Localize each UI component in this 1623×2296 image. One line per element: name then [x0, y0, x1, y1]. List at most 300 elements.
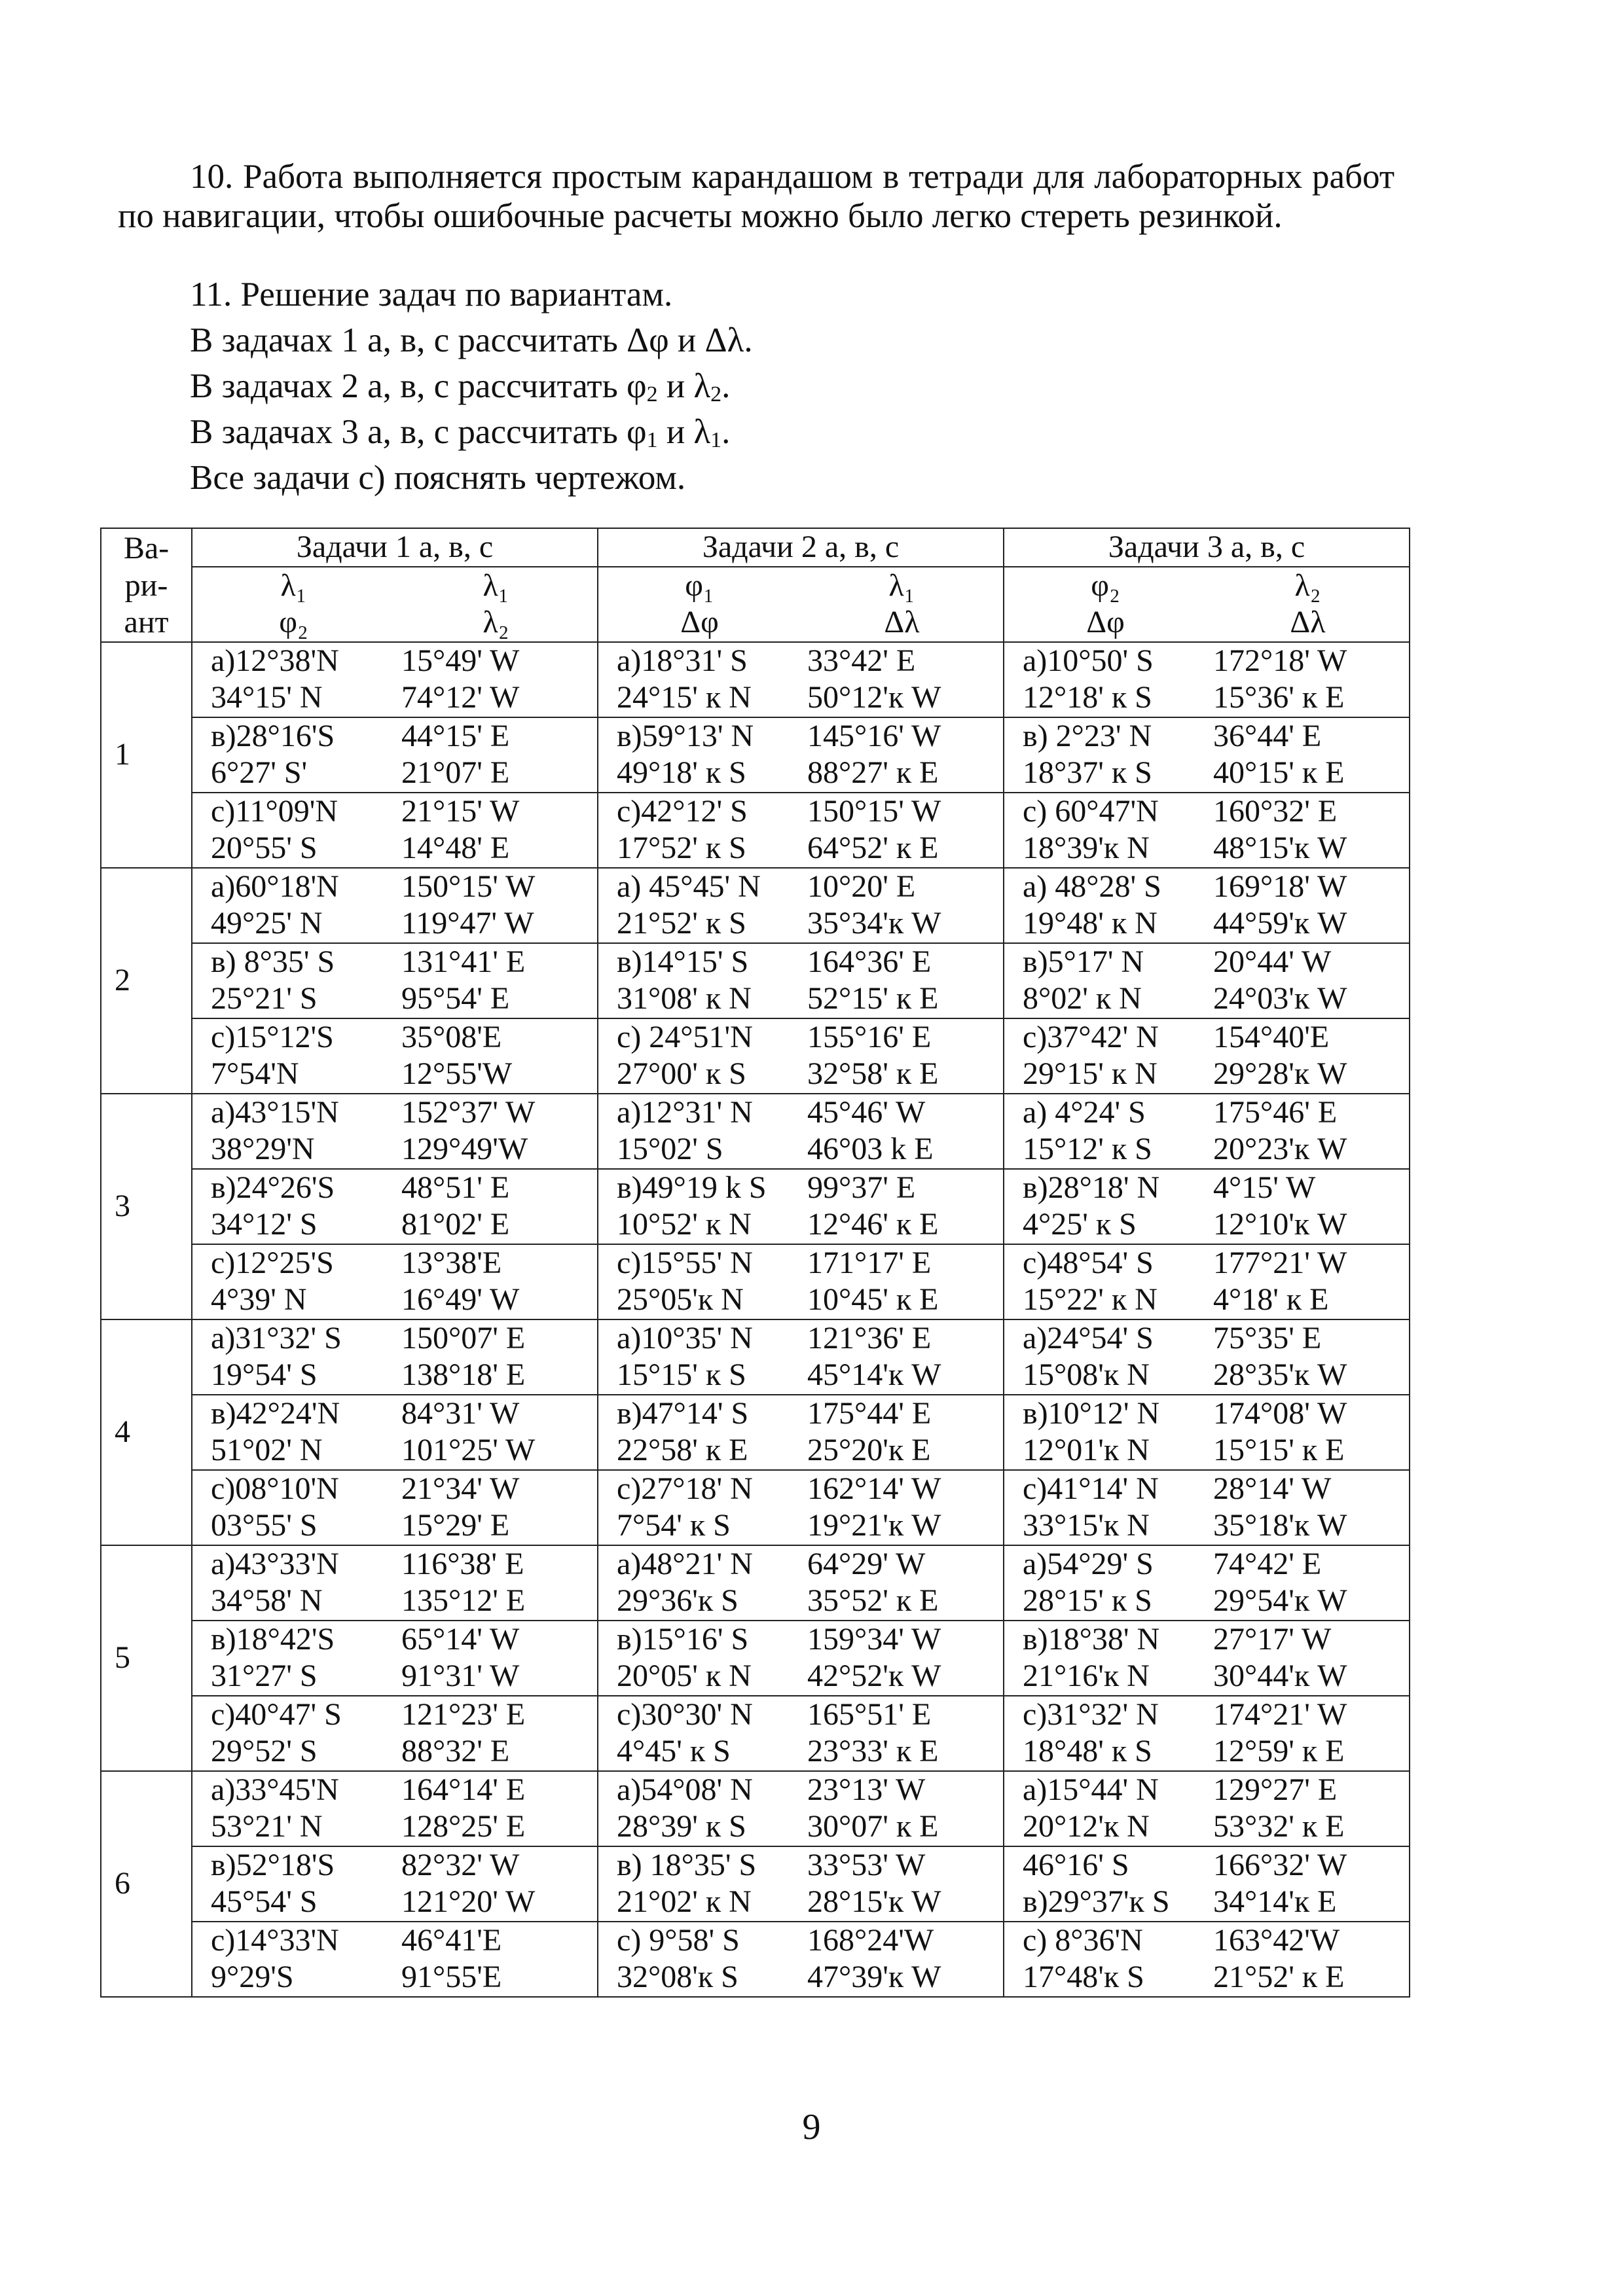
coordinate-pair — [1004, 1206, 1409, 1244]
coordinate-value: 150°07' E — [401, 1320, 526, 1355]
coordinate-value: 18°37' к S — [1023, 755, 1152, 790]
subheader-cell — [192, 567, 598, 642]
coordinate-value: 29°36'к S — [617, 1583, 739, 1618]
coordinate-pair — [598, 1282, 1003, 1319]
coordinate-value: 42°52'к W — [807, 1659, 941, 1693]
coordinate-value: а)31°32' S — [211, 1320, 342, 1355]
coordinate-value: 9°29'S — [211, 1960, 294, 1994]
coordinate-value: 28°15' к S — [1023, 1583, 1152, 1618]
variants-table — [100, 528, 1410, 1998]
coordinate-value: 45°46' W — [807, 1094, 926, 1130]
table-row — [101, 1470, 1410, 1545]
coordinate-value: 53°21' N — [211, 1809, 323, 1844]
coordinate-pair — [598, 905, 1003, 942]
coordinate-value: 03°55' S — [211, 1508, 318, 1543]
coordinate-pair — [192, 1696, 597, 1734]
coordinate-value: 51°02' N — [211, 1433, 323, 1467]
coordinate-value: 20°23'к W — [1213, 1132, 1347, 1166]
coordinate-pair — [1004, 1583, 1409, 1620]
coordinate-value: с)31°32' N — [1023, 1696, 1159, 1732]
subheader-label: Δφ — [680, 605, 719, 639]
page-number: 9 — [802, 2107, 821, 2147]
coordinate-pair — [598, 1583, 1003, 1620]
task-cell — [1004, 1545, 1410, 1621]
coordinate-value: 47°39'к W — [807, 1960, 941, 1994]
table-row — [101, 943, 1410, 1018]
table-row — [101, 1771, 1410, 1846]
coordinate-value: в)5°17' N — [1023, 944, 1144, 979]
coordinate-value: в) 2°23' N — [1023, 718, 1152, 753]
task-cell — [1004, 943, 1410, 1018]
task-cell — [1004, 868, 1410, 943]
coordinate-value: 35°08'E — [401, 1019, 502, 1054]
coordinate-value: 49°25' N — [211, 906, 323, 941]
coordinate-value: в)49°19 k S — [617, 1170, 767, 1205]
coordinate-value: 21°16'к N — [1023, 1659, 1150, 1693]
coordinate-value: 15°22' к N — [1023, 1282, 1158, 1317]
task-cell — [1004, 1244, 1410, 1319]
coordinate-value: 21°52' к E — [1213, 1960, 1345, 1994]
coordinate-value: 24°03'к W — [1213, 981, 1347, 1016]
coordinate-value: с) 8°36'N — [1023, 1922, 1143, 1958]
coordinate-pair — [192, 1094, 597, 1132]
coordinate-value: 33°15'к N — [1023, 1508, 1150, 1543]
coordinate-value: 45°14'к W — [807, 1357, 941, 1392]
coordinate-value: 52°15' к E — [807, 981, 939, 1016]
variant-number: 6 — [101, 1771, 192, 1997]
coordinate-value: 168°24'W — [807, 1922, 934, 1958]
coordinate-value: 12°01'к N — [1023, 1433, 1150, 1467]
coordinate-pair — [192, 944, 597, 981]
coordinate-pair — [1004, 1019, 1409, 1056]
coordinate-value: в)28°16'S — [211, 718, 335, 753]
coordinate-value: 31°27' S — [211, 1659, 318, 1693]
coordinate-value: 46°03 k E — [807, 1132, 934, 1166]
coordinate-value: 162°14' W — [807, 1471, 941, 1506]
table-row — [101, 1244, 1410, 1319]
coordinate-value: 33°42' E — [807, 643, 916, 678]
coordinate-value: в)24°26'S — [211, 1170, 335, 1205]
subheader-cell — [598, 567, 1004, 642]
coordinate-value: 121°23' E — [401, 1696, 526, 1732]
coordinate-value: 177°21' W — [1213, 1245, 1347, 1280]
task-cell — [192, 1319, 598, 1395]
coordinate-pair — [192, 980, 597, 1018]
coordinate-pair — [192, 1245, 597, 1282]
coordinate-value: 29°28'к W — [1213, 1056, 1347, 1091]
subheader-label: Δλ — [1290, 605, 1326, 639]
coordinate-value: в) 18°35' S — [617, 1847, 757, 1882]
coordinate-value: в)15°16' S — [617, 1621, 749, 1657]
coordinate-value: 13°38'E — [401, 1245, 502, 1280]
coordinate-value: 20°55' S — [211, 831, 318, 865]
table-row — [101, 1018, 1410, 1094]
coordinate-value: 171°17' E — [807, 1245, 932, 1280]
coordinate-value: 18°39'к N — [1023, 831, 1150, 865]
task-cell — [598, 1771, 1004, 1846]
coordinate-pair — [598, 1245, 1003, 1282]
task-cell — [1004, 1169, 1410, 1244]
group-header: Задачи 2 а, в, с — [598, 528, 1004, 567]
coordinate-value: 95°54' E — [401, 981, 510, 1016]
coordinate-value: 101°25' W — [401, 1433, 536, 1467]
coordinate-value: 49°18' к S — [617, 755, 746, 790]
coordinate-value: 12°46' к E — [807, 1207, 939, 1242]
coordinate-value: 34°14'к E — [1213, 1884, 1337, 1919]
coordinate-value: в)52°18'S — [211, 1847, 335, 1882]
paragraph-10: 10. Работа выполняется простым карандашом в тетради для лабораторных работ по навигации, чтобы ошибочные расчеты можно было легко стереть резинкой. — [118, 158, 1395, 235]
coordinate-pair — [192, 1959, 597, 1996]
task-cell — [1004, 1846, 1410, 1922]
subheader-cell — [1004, 567, 1410, 642]
coordinate-pair — [598, 643, 1003, 680]
task-cell — [192, 1621, 598, 1696]
coordinate-pair — [192, 1282, 597, 1319]
coordinate-value: 21°15' W — [401, 793, 520, 829]
coordinate-pair — [192, 1056, 597, 1093]
coordinate-value: 10°52' к N — [617, 1207, 752, 1242]
coordinate-value: с)15°12'S — [211, 1019, 334, 1054]
coordinate-value: 32°08'к S — [617, 1960, 739, 1994]
coordinate-pair — [192, 793, 597, 831]
coordinate-pair — [1004, 1546, 1409, 1583]
coordinate-value: 28°14' W — [1213, 1471, 1332, 1506]
coordinate-value: с)27°18' N — [617, 1471, 753, 1506]
coordinate-value: а)18°31' S — [617, 643, 748, 678]
group-header: Задачи 3 а, в, с — [1004, 528, 1410, 567]
coordinate-pair — [598, 980, 1003, 1018]
table-row — [101, 1621, 1410, 1696]
coordinate-pair — [1004, 830, 1409, 867]
coordinate-pair — [192, 1808, 597, 1846]
task-cell — [192, 868, 598, 943]
task-cell — [1004, 793, 1410, 868]
coordinate-value: а) 45°45' N — [617, 869, 761, 904]
variant-number: 4 — [101, 1319, 192, 1545]
coordinate-pair — [1004, 1733, 1409, 1770]
coordinate-pair — [598, 1733, 1003, 1770]
coordinate-pair — [192, 1357, 597, 1394]
coordinate-value: с) 24°51'N — [617, 1019, 753, 1054]
coordinate-value: 75°35' E — [1213, 1320, 1322, 1355]
coordinate-pair — [598, 1847, 1003, 1884]
task-cell — [1004, 1621, 1410, 1696]
coordinate-value: 7°54' к S — [617, 1508, 731, 1543]
task-cell — [192, 717, 598, 793]
coordinate-pair — [1004, 1772, 1409, 1809]
table-row — [101, 1395, 1410, 1470]
coordinate-value: в)29°37'к S — [1023, 1884, 1170, 1919]
coordinate-value: 138°18' E — [401, 1357, 526, 1392]
coordinate-pair — [1004, 980, 1409, 1018]
coordinate-pair — [1004, 1094, 1409, 1132]
coordinate-value: 35°18'к W — [1213, 1508, 1347, 1543]
coordinate-pair — [1004, 1471, 1409, 1508]
coordinate-value: 30°44'к W — [1213, 1659, 1347, 1693]
task-cell — [192, 1395, 598, 1470]
coordinate-pair — [1004, 1245, 1409, 1282]
task-cell — [1004, 642, 1410, 717]
coordinate-pair — [598, 1320, 1003, 1357]
task-cell — [192, 1470, 598, 1545]
coordinate-value: с)30°30' N — [617, 1696, 753, 1732]
coordinate-value: 40°15' к E — [1213, 755, 1345, 790]
coordinate-value: 164°14' E — [401, 1772, 526, 1807]
coordinate-value: 174°21' W — [1213, 1696, 1347, 1732]
coordinate-value: 31°08' к N — [617, 981, 752, 1016]
coordinate-value: с)37°42' N — [1023, 1019, 1159, 1054]
coordinate-pair — [192, 1772, 597, 1809]
coordinate-value: 135°12' E — [401, 1583, 526, 1618]
coordinate-pair — [598, 1131, 1003, 1168]
table-row — [101, 868, 1410, 943]
coordinate-value: 175°46' E — [1213, 1094, 1338, 1130]
coordinate-value: с)08°10'N — [211, 1471, 339, 1506]
coordinate-value: 4°25' к S — [1023, 1207, 1137, 1242]
coordinate-value: в)47°14' S — [617, 1395, 749, 1431]
coordinate-pair — [1004, 1621, 1409, 1659]
task-cell — [598, 1545, 1004, 1621]
coordinate-pair — [192, 869, 597, 906]
coordinate-value: 154°40'E — [1213, 1019, 1330, 1054]
coordinate-value: 64°52' к E — [807, 831, 939, 865]
task-cell — [598, 1169, 1004, 1244]
task-line-2: В задачах 2 а, в, с рассчитать $\varphi_2$ и $\lambda_2$. — [190, 367, 731, 406]
coordinate-value: в)14°15' S — [617, 944, 749, 979]
coordinate-pair — [192, 1131, 597, 1168]
coordinate-value: в)59°13' N — [617, 718, 754, 753]
coordinate-pair — [598, 1395, 1003, 1433]
coordinate-value: с)48°54' S — [1023, 1245, 1154, 1280]
coordinate-pair — [1004, 1131, 1409, 1168]
coordinate-pair — [598, 1884, 1003, 1921]
task-line-1: В задачах 1 а, в, с рассчитать Δφ и Δλ. — [190, 321, 753, 359]
coordinate-value: 84°31' W — [401, 1395, 520, 1431]
coordinate-value: а) 4°24' S — [1023, 1094, 1146, 1130]
task-cell — [192, 943, 598, 1018]
coordinate-value: 25°20'к E — [807, 1433, 931, 1467]
coordinate-value: 131°41' E — [401, 944, 526, 979]
task-cell — [192, 793, 598, 868]
task-line-3: В задачах 3 а, в, с рассчитать $\varphi_1$ и $\lambda_1$. — [190, 413, 731, 452]
coordinate-value: с)11°09'N — [211, 793, 338, 829]
coordinate-pair — [192, 643, 597, 680]
subheader-label: λ₁ — [888, 567, 915, 603]
coordinate-pair — [192, 1507, 597, 1545]
coordinate-value: 30°07' к E — [807, 1809, 939, 1844]
coordinate-value: 6°27' S' — [211, 755, 308, 790]
coordinate-value: а)15°44' N — [1023, 1772, 1159, 1807]
coordinate-pair — [192, 1658, 597, 1695]
task-cell — [598, 717, 1004, 793]
coordinate-pair — [192, 1432, 597, 1469]
table-row — [101, 642, 1410, 717]
coordinate-value: с) 9°58' S — [617, 1922, 740, 1958]
coordinate-value: 163°42'W — [1213, 1922, 1340, 1958]
coordinate-value: 74°12' W — [401, 680, 520, 715]
coordinate-value: 129°49'W — [401, 1132, 528, 1166]
task-cell — [1004, 1395, 1410, 1470]
coordinate-value: 65°14' W — [401, 1621, 520, 1657]
coordinate-value: 175°44' E — [807, 1395, 932, 1431]
table-row — [101, 1922, 1410, 1997]
coordinate-pair — [598, 1808, 1003, 1846]
variant-header-line: ант — [124, 605, 169, 639]
task-cell — [598, 868, 1004, 943]
coordinate-value: а)48°21' N — [617, 1546, 753, 1581]
coordinate-pair — [1004, 1170, 1409, 1207]
coordinate-value: 116°38' E — [401, 1546, 524, 1581]
task-cell — [598, 1922, 1004, 1997]
coordinate-value: а) 48°28' S — [1023, 869, 1161, 904]
coordinate-value: а)43°15'N — [211, 1094, 339, 1130]
coordinate-pair — [1004, 1696, 1409, 1734]
coordinate-value: 165°51' E — [807, 1696, 932, 1732]
coordinate-pair — [1004, 944, 1409, 981]
coordinate-value: в)18°42'S — [211, 1621, 335, 1657]
coordinate-pair — [1004, 869, 1409, 906]
coordinate-value: 119°47' W — [401, 906, 534, 941]
coordinate-pair — [598, 679, 1003, 717]
coordinate-value: 50°12'к W — [807, 680, 941, 715]
coordinate-pair — [1004, 1507, 1409, 1545]
task-cell — [598, 1244, 1004, 1319]
coordinate-value: 33°53' W — [807, 1847, 926, 1882]
coordinate-value: 21°52' к S — [617, 906, 746, 941]
coordinate-value: 128°25' E — [401, 1809, 526, 1844]
coordinate-value: 23°13' W — [807, 1772, 926, 1807]
coordinate-value: а)10°35' N — [617, 1320, 753, 1355]
coordinate-value: 19°48' к N — [1023, 906, 1158, 941]
coordinate-value: 27°17' W — [1213, 1621, 1332, 1657]
coordinate-value: с)12°25'S — [211, 1245, 334, 1280]
coordinate-value: 15°15' к E — [1213, 1433, 1345, 1467]
coordinate-pair — [598, 1206, 1003, 1244]
coordinate-value: 46°16' S — [1023, 1847, 1129, 1882]
coordinate-value: а)12°31' N — [617, 1094, 753, 1130]
coordinate-value: 32°58' к E — [807, 1056, 939, 1091]
task-cell — [598, 1470, 1004, 1545]
coordinate-pair — [1004, 905, 1409, 942]
coordinate-pair — [598, 830, 1003, 867]
coordinate-value: а)60°18'N — [211, 869, 339, 904]
coordinate-pair — [1004, 1922, 1409, 1960]
coordinate-value: с)14°33'N — [211, 1922, 339, 1958]
coordinate-value: а)54°29' S — [1023, 1546, 1154, 1581]
coordinate-pair — [192, 1170, 597, 1207]
task-line-4: Все задачи с) пояснять чертежом. — [190, 459, 686, 497]
coordinate-value: 35°52' к E — [807, 1583, 939, 1618]
coordinate-value: 21°34' W — [401, 1471, 520, 1506]
coordinate-value: с)40°47' S — [211, 1696, 342, 1732]
task-cell — [1004, 1470, 1410, 1545]
coordinate-value: 29°52' S — [211, 1734, 318, 1768]
coordinate-value: 4°45' к S — [617, 1734, 731, 1768]
coordinate-value: 21°02' к N — [617, 1884, 752, 1919]
coordinate-pair — [598, 1357, 1003, 1394]
coordinate-pair — [192, 1922, 597, 1960]
coordinate-value: 64°29' W — [807, 1546, 926, 1581]
coordinate-value: 44°59'к W — [1213, 906, 1347, 941]
task-cell — [1004, 717, 1410, 793]
coordinate-value: 20°12'к N — [1023, 1809, 1150, 1844]
coordinate-value: в)28°18' N — [1023, 1170, 1160, 1205]
table-row — [101, 793, 1410, 868]
coordinate-pair — [192, 1395, 597, 1433]
coordinate-pair — [598, 1432, 1003, 1469]
task-cell — [192, 642, 598, 717]
coordinate-pair — [1004, 1847, 1409, 1884]
coordinate-pair — [192, 830, 597, 867]
task-cell — [598, 1696, 1004, 1771]
coordinate-value: 121°20' W — [401, 1884, 536, 1919]
coordinate-value: 150°15' W — [807, 793, 941, 829]
coordinate-pair — [598, 1959, 1003, 1996]
coordinate-value: 88°27' к E — [807, 755, 939, 790]
coordinate-value: 34°12' S — [211, 1207, 318, 1242]
coordinate-value: 81°02' E — [401, 1207, 510, 1242]
subheader-label: λ₁ — [483, 567, 509, 603]
coordinate-value: 17°48'к S — [1023, 1960, 1144, 1994]
task-cell — [192, 1169, 598, 1244]
coordinate-value: 28°35'к W — [1213, 1357, 1347, 1392]
coordinate-value: 4°15' W — [1213, 1170, 1316, 1205]
coordinate-value: а)33°45'N — [211, 1772, 339, 1807]
coordinate-value: 28°15'к W — [807, 1884, 941, 1919]
task-cell — [598, 1395, 1004, 1470]
coordinate-value: 7°54'N — [211, 1056, 299, 1091]
coordinate-value: а)12°38'N — [211, 643, 339, 678]
coordinate-value: а)24°54' S — [1023, 1320, 1154, 1355]
task-cell — [192, 1018, 598, 1094]
coordinate-value: 15°02' S — [617, 1132, 723, 1166]
coordinate-pair — [1004, 1282, 1409, 1319]
coordinate-value: в) 8°35' S — [211, 944, 335, 979]
task-cell — [598, 1094, 1004, 1169]
task-cell — [192, 1846, 598, 1922]
table-row — [101, 1094, 1410, 1169]
variant-header-line: Ва- — [123, 531, 170, 565]
task-cell — [1004, 1018, 1410, 1094]
coordinate-value: 21°07' E — [401, 755, 510, 790]
coordinate-value: 12°59' к E — [1213, 1734, 1345, 1768]
coordinate-value: 29°54'к W — [1213, 1583, 1347, 1618]
coordinate-value: 20°44' W — [1213, 944, 1332, 979]
coordinate-value: 152°37' W — [401, 1094, 536, 1130]
coordinate-value: 4°39' N — [211, 1282, 307, 1317]
coordinate-pair — [598, 1922, 1003, 1960]
task-cell — [598, 1319, 1004, 1395]
coordinate-pair — [1004, 679, 1409, 717]
table-row — [101, 1545, 1410, 1621]
subheader-label: λ₁ — [280, 567, 307, 603]
task-cell — [1004, 1771, 1410, 1846]
task-cell — [598, 1846, 1004, 1922]
task-cell — [598, 1018, 1004, 1094]
coordinate-value: 22°58' к E — [617, 1433, 748, 1467]
coordinate-pair — [598, 1696, 1003, 1734]
variant-number: 2 — [101, 868, 192, 1094]
coordinate-value: 91°55'E — [401, 1960, 502, 1994]
coordinate-value: 8°02' к N — [1023, 981, 1142, 1016]
coordinate-value: 28°39' к S — [617, 1809, 746, 1844]
table-subheader-row — [101, 567, 1410, 642]
coordinate-value: 145°16' W — [807, 718, 941, 753]
subheader-label: λ₂ — [1294, 567, 1321, 603]
coordinate-pair — [598, 1507, 1003, 1545]
coordinate-pair — [598, 1471, 1003, 1508]
coordinate-pair — [1004, 1808, 1409, 1846]
